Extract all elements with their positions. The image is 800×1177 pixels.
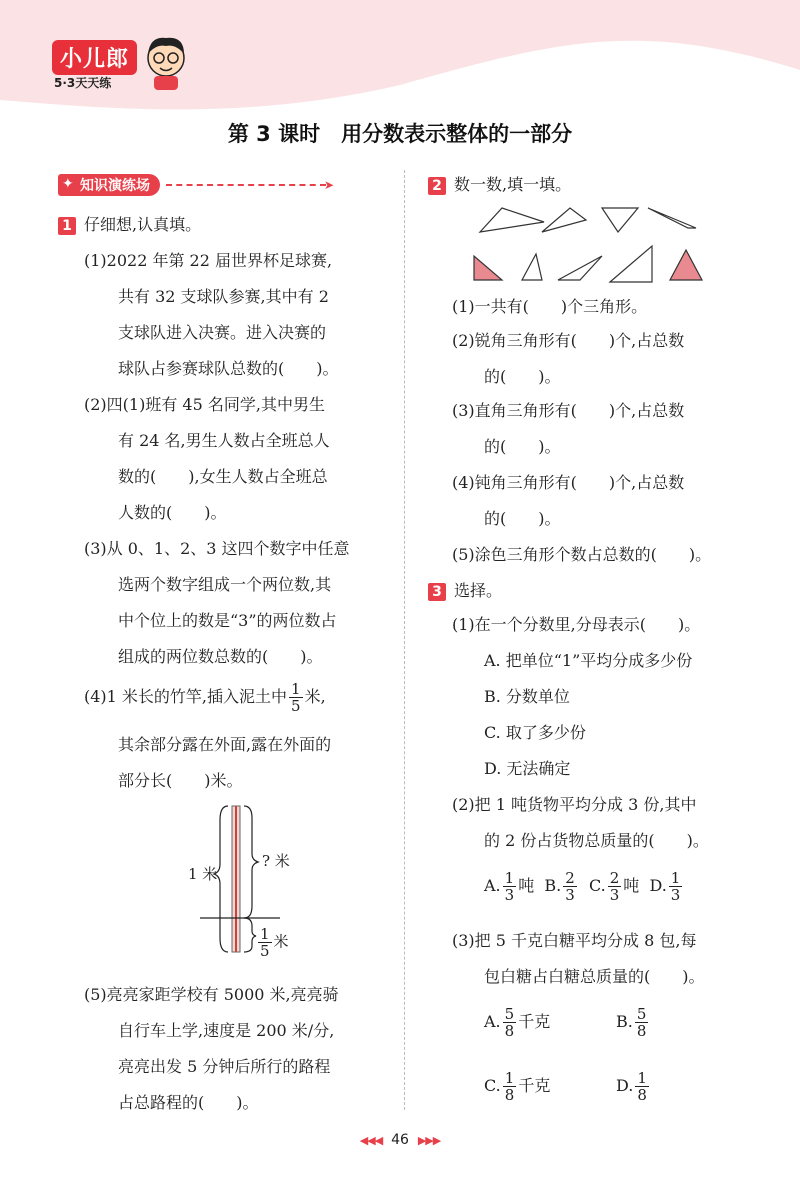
q1-5-line1: (5)亮亮家距学校有 5000 米,亮亮骑 [84,985,339,1004]
triangle [480,208,544,232]
q2-2-line2: 的( )。 [484,367,561,386]
q1-2-line2: 有 24 名,男生人数占全班总人 [118,431,330,450]
q1-3-line1: (3)从 0、1、2、3 这四个数字中任意 [84,539,350,558]
triangles-figure [470,200,720,290]
fraction-numerator: 5 [636,1005,647,1023]
q3-1-option-b: B. 分数单位 [484,687,570,706]
triangle [610,246,652,282]
tag-dashed-line [166,184,326,186]
q1-3-line4: 组成的两位数总数的( )。 [118,647,323,666]
fraction-denominator: 8 [504,1022,515,1040]
mascot-icon [140,32,192,92]
triangle [602,208,638,232]
fraction [563,870,577,903]
fraction [258,926,272,959]
q3-heading [428,580,502,602]
q3-2-options [484,866,684,906]
q2-3-line1: (3)直角三角形有( )个,占总数 [452,401,685,420]
option-letter: C. [588,876,606,895]
fraction [503,1070,517,1103]
q3-3-option-b [616,1002,650,1042]
fraction [635,1006,649,1039]
fraction-denominator: 3 [670,886,681,904]
q1-1-line2: 共有 32 支球队参赛,其中有 2 [118,287,329,306]
fraction [503,1006,517,1039]
fraction-denominator: 3 [609,886,620,904]
q3-3-line2: 包白糖占白糖总质量的( )。 [484,967,705,986]
q2-4-line2: 的( )。 [484,509,561,528]
q2-heading [428,174,571,196]
right-arrows-icon: ▶▶▶ [417,1134,441,1147]
fraction-denominator: 3 [565,886,575,904]
q1-1-line3: 支球队进入决赛。进入决赛的 [118,323,327,342]
section-tag [58,174,334,196]
q1-5-line3: 亮亮出发 5 分钟后所行的路程 [118,1057,331,1076]
pole-above-label: ? 米 [262,852,290,870]
fraction-denominator: 8 [636,1022,647,1040]
q1-3-line2: 选两个数字组成一个两位数,其 [118,575,332,594]
q3-3-option-c [484,1066,550,1106]
triangle [522,254,542,280]
fraction-numerator: 2 [609,869,620,887]
triangle-shaded [670,250,702,280]
q3-1-option-c: C. 取了多少份 [484,723,586,742]
q3-number: 3 [428,583,446,601]
fraction-numerator: 1 [670,869,681,887]
q3-3-option-d [616,1066,651,1106]
unit-label: 米 [273,932,289,951]
option-letter: A. [484,876,501,895]
column-divider [404,170,405,1110]
q3-3-options-ab [484,1002,550,1042]
fraction [289,681,303,714]
unit-label: 千克 [518,1012,551,1031]
triangle [558,256,602,280]
fraction-numerator: 1 [504,1069,515,1087]
option-letter: B. [544,876,562,895]
logo-sub-text: 5·3天天练 [54,76,112,90]
page-number: 46 [391,1132,409,1148]
q1-4-pre: (4)1 米长的竹竿,插入泥土中 [84,687,288,706]
fraction-denominator: 5 [260,942,270,960]
fraction-denominator: 5 [291,697,301,715]
fraction [635,1070,649,1103]
fraction-numerator: 5 [504,1005,515,1023]
left-arrows-icon: ◀◀◀ [359,1134,383,1147]
q1-2-line1: (2)四(1)班有 45 名同学,其中男生 [84,395,325,414]
section-tag-box [58,174,160,196]
q3-3-line1: (3)把 5 千克白糖平均分成 8 包,每 [452,931,697,950]
option-letter: B. [616,1012,633,1031]
q1-1-line4: 球队占参赛球队总数的( )。 [118,359,339,378]
q1-1-line1: (1)2022 年第 22 届世界杯足球赛, [84,251,333,270]
q3-2-line2: 的 2 份占货物总质量的( )。 [484,831,709,850]
pole-below-label [256,926,289,959]
q1-4-line1 [84,680,326,714]
fraction [608,870,622,903]
q1-4-line2: 其余部分露在外面,露在外面的 [118,735,332,754]
q3-title: 选择。 [454,581,503,600]
fraction-numerator: 1 [637,1069,647,1087]
unit-label: 千克 [518,1076,551,1095]
fraction-denominator: 3 [504,886,515,904]
logo [52,40,182,100]
option-letter: A. [484,1012,501,1031]
option-letter: D. [616,1076,634,1095]
q1-heading [58,214,201,236]
q2-2-line1: (2)锐角三角形有( )个,占总数 [452,331,685,350]
option-letter: D. [649,876,667,895]
fraction-numerator: 1 [291,680,301,698]
q2-4-line1: (4)钝角三角形有( )个,占总数 [452,473,685,492]
tag-arrow-icon: ➤ [324,178,335,192]
q1-5-line4: 占总路程的( )。 [118,1093,259,1112]
q1-4-line3: 部分长( )米。 [118,771,243,790]
section-tag-label: 知识演练场 [80,178,150,194]
q2-3-line2: 的( )。 [484,437,561,456]
q1-4-post: 米, [304,687,326,706]
option-letter: C. [484,1076,501,1095]
q2-5: (5)涂色三角形个数占总数的( )。 [452,545,712,564]
q1-2-line3: 数的( ),女生人数占全班总 [118,467,328,486]
page-title: 第 3 课时 用分数表示整体的一部分 [227,122,573,146]
q3-1: (1)在一个分数里,分母表示( )。 [452,615,701,634]
q1-title: 仔细想,认真填。 [84,215,202,234]
fraction-denominator: 8 [504,1086,515,1104]
runner-icon: ✦ [62,176,74,192]
logo-main-text: 小儿郎 [52,40,137,75]
q3-1-option-a: A. 把单位“1”平均分成多少份 [484,651,693,670]
fraction-numerator: 2 [565,869,575,887]
triangle [648,208,696,228]
q2-1: (1)一共有( )个三角形。 [452,297,648,316]
triangle-shaded [474,256,502,280]
q3-2-line1: (2)把 1 吨货物平均分成 3 份,其中 [452,795,697,814]
fraction [669,870,683,903]
fraction-numerator: 1 [260,925,270,943]
q1-2-line4: 人数的( )。 [118,503,227,522]
q2-title: 数一数,填一填。 [454,175,572,194]
triangle [542,208,586,232]
q2-number: 2 [428,177,446,195]
unit-label: 吨 [623,876,640,895]
q1-number: 1 [58,217,76,235]
q1-3-line3: 中个位上的数是“3”的两位数占 [118,611,337,630]
pole-total-label: 1 米 [188,865,218,883]
unit-label: 吨 [518,876,535,895]
pole-diagram [180,800,320,975]
fraction-denominator: 8 [637,1086,647,1104]
q1-5-line2: 自行车上学,速度是 200 米/分, [118,1021,335,1040]
fraction [503,870,517,903]
page-footer [0,1132,800,1148]
q3-1-option-d: D. 无法确定 [484,759,571,778]
fraction-numerator: 1 [504,869,515,887]
